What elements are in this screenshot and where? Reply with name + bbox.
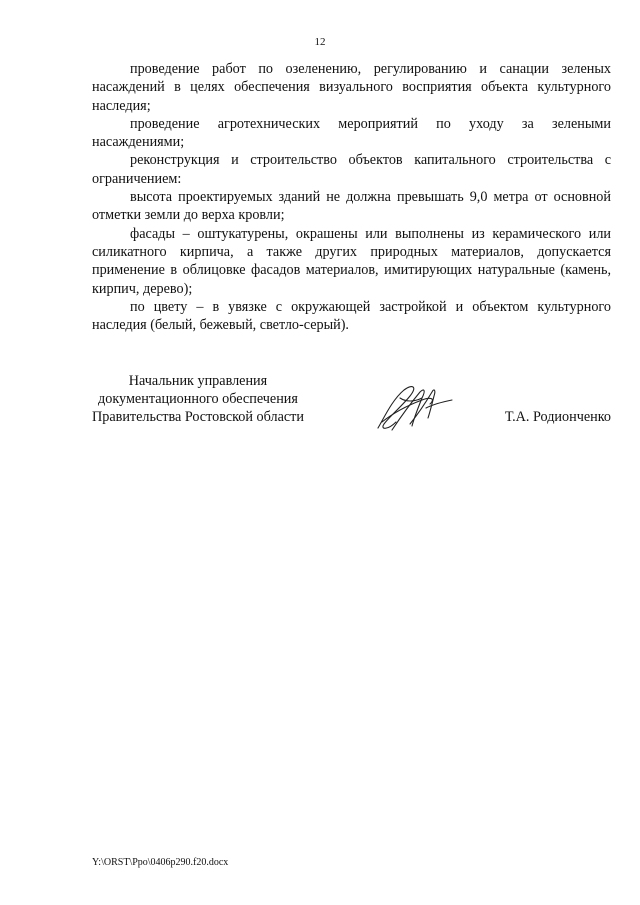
signer-position-line-3: Правительства Ростовской области bbox=[92, 409, 304, 425]
paragraph-height-limit: высота проектируемых зданий не должна превышать 9,0 метра от основной отметки земли до верха кровли; bbox=[92, 189, 611, 224]
signer-position-line-2: документационного обеспечения bbox=[98, 391, 298, 407]
handwritten-signature bbox=[370, 378, 460, 436]
document-body bbox=[92, 60, 611, 334]
page-number: 12 bbox=[314, 36, 326, 48]
signature-block bbox=[92, 372, 611, 432]
paragraph-facades: фасады – оштукатурены, окрашены или выполнены из керамического или силикатного кирпича, а также других природных материалов, допускается применение в облицовке фасадов материалов, имитирующих натуральные (камень, кирпич, дерево); bbox=[92, 225, 611, 297]
paragraph-greening: проведение работ по озеленению, регулированию и санации зеленых насаждений в целях обеспечения визуального восприятия объекта культурного наследия; bbox=[92, 61, 611, 114]
paragraph-color: по цвету – в увязке с окружающей застройкой и объектом культурного наследия (белый, бежевый, светло-серый). bbox=[92, 298, 611, 334]
paragraph-agrotechnical: проведение агротехнических мероприятий по уходу за зелеными насаждениями; bbox=[92, 115, 611, 151]
paragraph-reconstruction: реконструкция и строительство объектов капитального строительства с ограничением: bbox=[92, 152, 611, 187]
footer-file-path: Y:\ORST\Ppo\0406p290.f20.docx bbox=[92, 857, 229, 868]
signer-position-line-1: Начальник управления bbox=[128, 373, 268, 389]
signer-name: Т.А. Родионченко bbox=[504, 409, 611, 425]
signer-position bbox=[92, 372, 304, 426]
